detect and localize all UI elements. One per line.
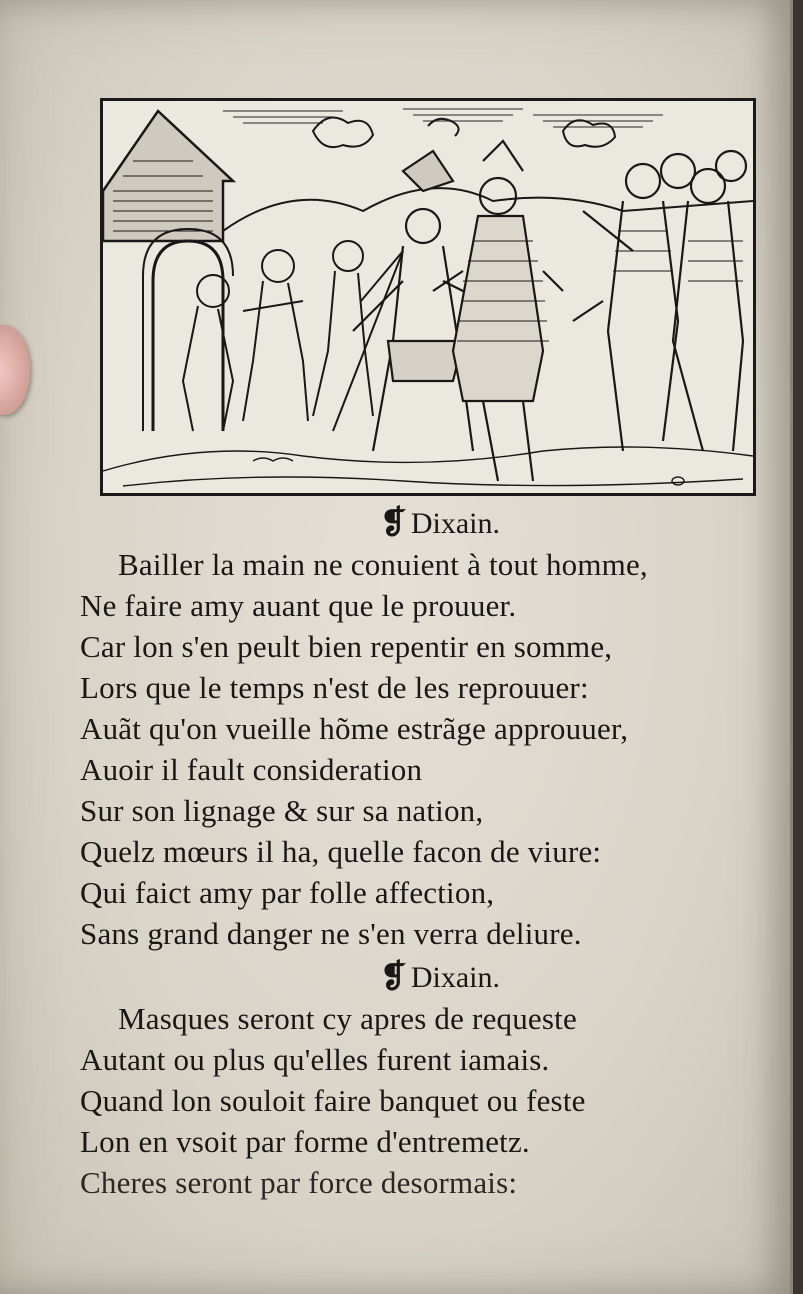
verse-line: Qui faict amy par folle affection, xyxy=(80,875,495,910)
woodcut-illustration xyxy=(100,98,756,496)
verse-line: Quand lon souloit faire banquet ou feste xyxy=(80,1083,586,1118)
page-tab-marker xyxy=(0,325,30,415)
verse-line: Sans grand danger ne s'en verra deliure. xyxy=(80,916,582,951)
verse-line: Quelz mœurs il ha, quelle facon de viure: xyxy=(80,834,602,869)
verse-line: Autant ou plus qu'elles furent iamais. xyxy=(80,1042,550,1077)
heading-text: Dixain. xyxy=(410,961,500,994)
verse-line: Auãt qu'on vueille hõme estrãge approuuer, xyxy=(80,711,629,746)
verse-line: Cheres seront par force desormais: xyxy=(80,1165,518,1200)
pilcrow-mark: ❡ xyxy=(380,958,407,994)
verse-line: Car lon s'en peult bien repentir en somme, xyxy=(80,629,613,664)
verse-line: Ne faire amy auant que le prouuer. xyxy=(80,588,517,623)
section-heading-2 xyxy=(100,954,780,998)
verse-line: Lon en vsoit par forme d'entremetz. xyxy=(80,1124,530,1159)
section-heading-1 xyxy=(100,500,780,544)
poem-text-block xyxy=(80,500,780,1203)
verse-line: Sur son lignage & sur sa nation, xyxy=(80,793,484,828)
verse-line: Masques seront cy apres de requeste xyxy=(118,1001,577,1036)
verse-line: Auoir il fault consideration xyxy=(80,752,423,787)
verse-line: Lors que le temps n'est de les reprouuer: xyxy=(80,670,589,705)
verse-line: Bailler la main ne conuient à tout homme, xyxy=(118,547,648,582)
heading-text: Dixain. xyxy=(410,507,500,540)
pilcrow-mark: ❡ xyxy=(380,504,407,540)
